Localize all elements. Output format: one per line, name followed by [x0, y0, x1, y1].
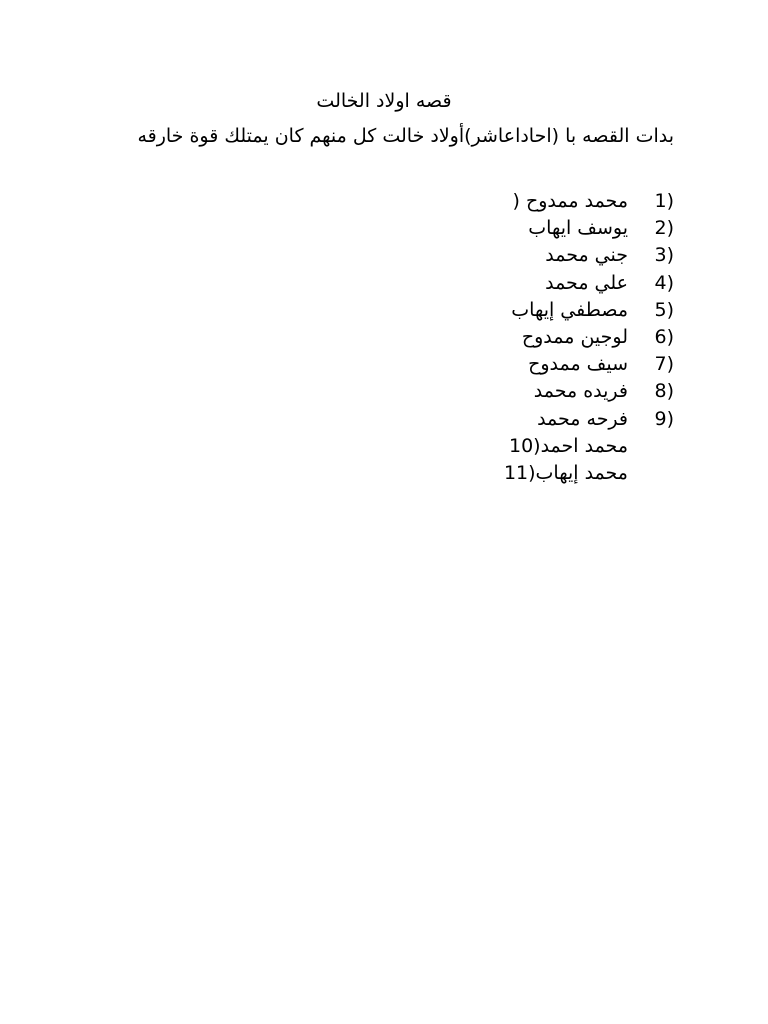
list-item	[274, 324, 674, 351]
list-item	[274, 406, 674, 433]
list-item-name: يوسف ايهاب	[528, 217, 628, 240]
list-item	[274, 378, 674, 405]
list-item-number: 9)	[654, 407, 674, 430]
list-item-number: 8)	[654, 380, 674, 403]
list-item	[274, 215, 674, 242]
list-item-number: 3)	[654, 244, 674, 267]
list-item-name: سيف ممدوح	[528, 353, 628, 376]
list-item-name: محمد احمد	[540, 434, 628, 457]
list-item-number: 6)	[654, 325, 674, 348]
list-item	[274, 242, 674, 269]
list-item-name: لوجين ممدوح	[521, 325, 628, 348]
list-item-number: 5)	[654, 298, 674, 321]
list-item-name: محمد ممدوح (	[512, 190, 628, 212]
list-item	[274, 188, 674, 215]
list-item-number: 11)	[503, 461, 536, 484]
intro-paragraph: بدات القصه با (احاداعاشر)أولاد خالت كل منهم كان يمتلك قوة خارقه	[137, 125, 674, 147]
list-item-inline	[509, 433, 628, 460]
list-item-name: علي محمد	[545, 271, 628, 294]
list-item	[274, 351, 674, 378]
list-item-number: 10)	[508, 434, 541, 457]
list-item-number: 4)	[654, 271, 674, 294]
list-item-name: فريده محمد	[533, 380, 628, 403]
list-item-name: فرحه محمد	[537, 407, 628, 430]
list-item	[274, 270, 674, 297]
list-item-name: مصطفي إيهاب	[511, 298, 628, 321]
list-item-number: 7)	[654, 353, 674, 376]
list-item	[274, 433, 674, 460]
list-item	[274, 460, 674, 487]
list-item-inline	[504, 460, 628, 487]
list-item	[274, 297, 674, 324]
names-list	[274, 188, 674, 487]
list-item-number: 1)	[654, 190, 674, 212]
list-item-name: محمد إيهاب	[535, 461, 628, 484]
list-item-number: 2)	[654, 217, 674, 240]
document-title: قصه اولاد الخالت	[316, 90, 452, 112]
list-item-name: جني محمد	[545, 244, 628, 267]
